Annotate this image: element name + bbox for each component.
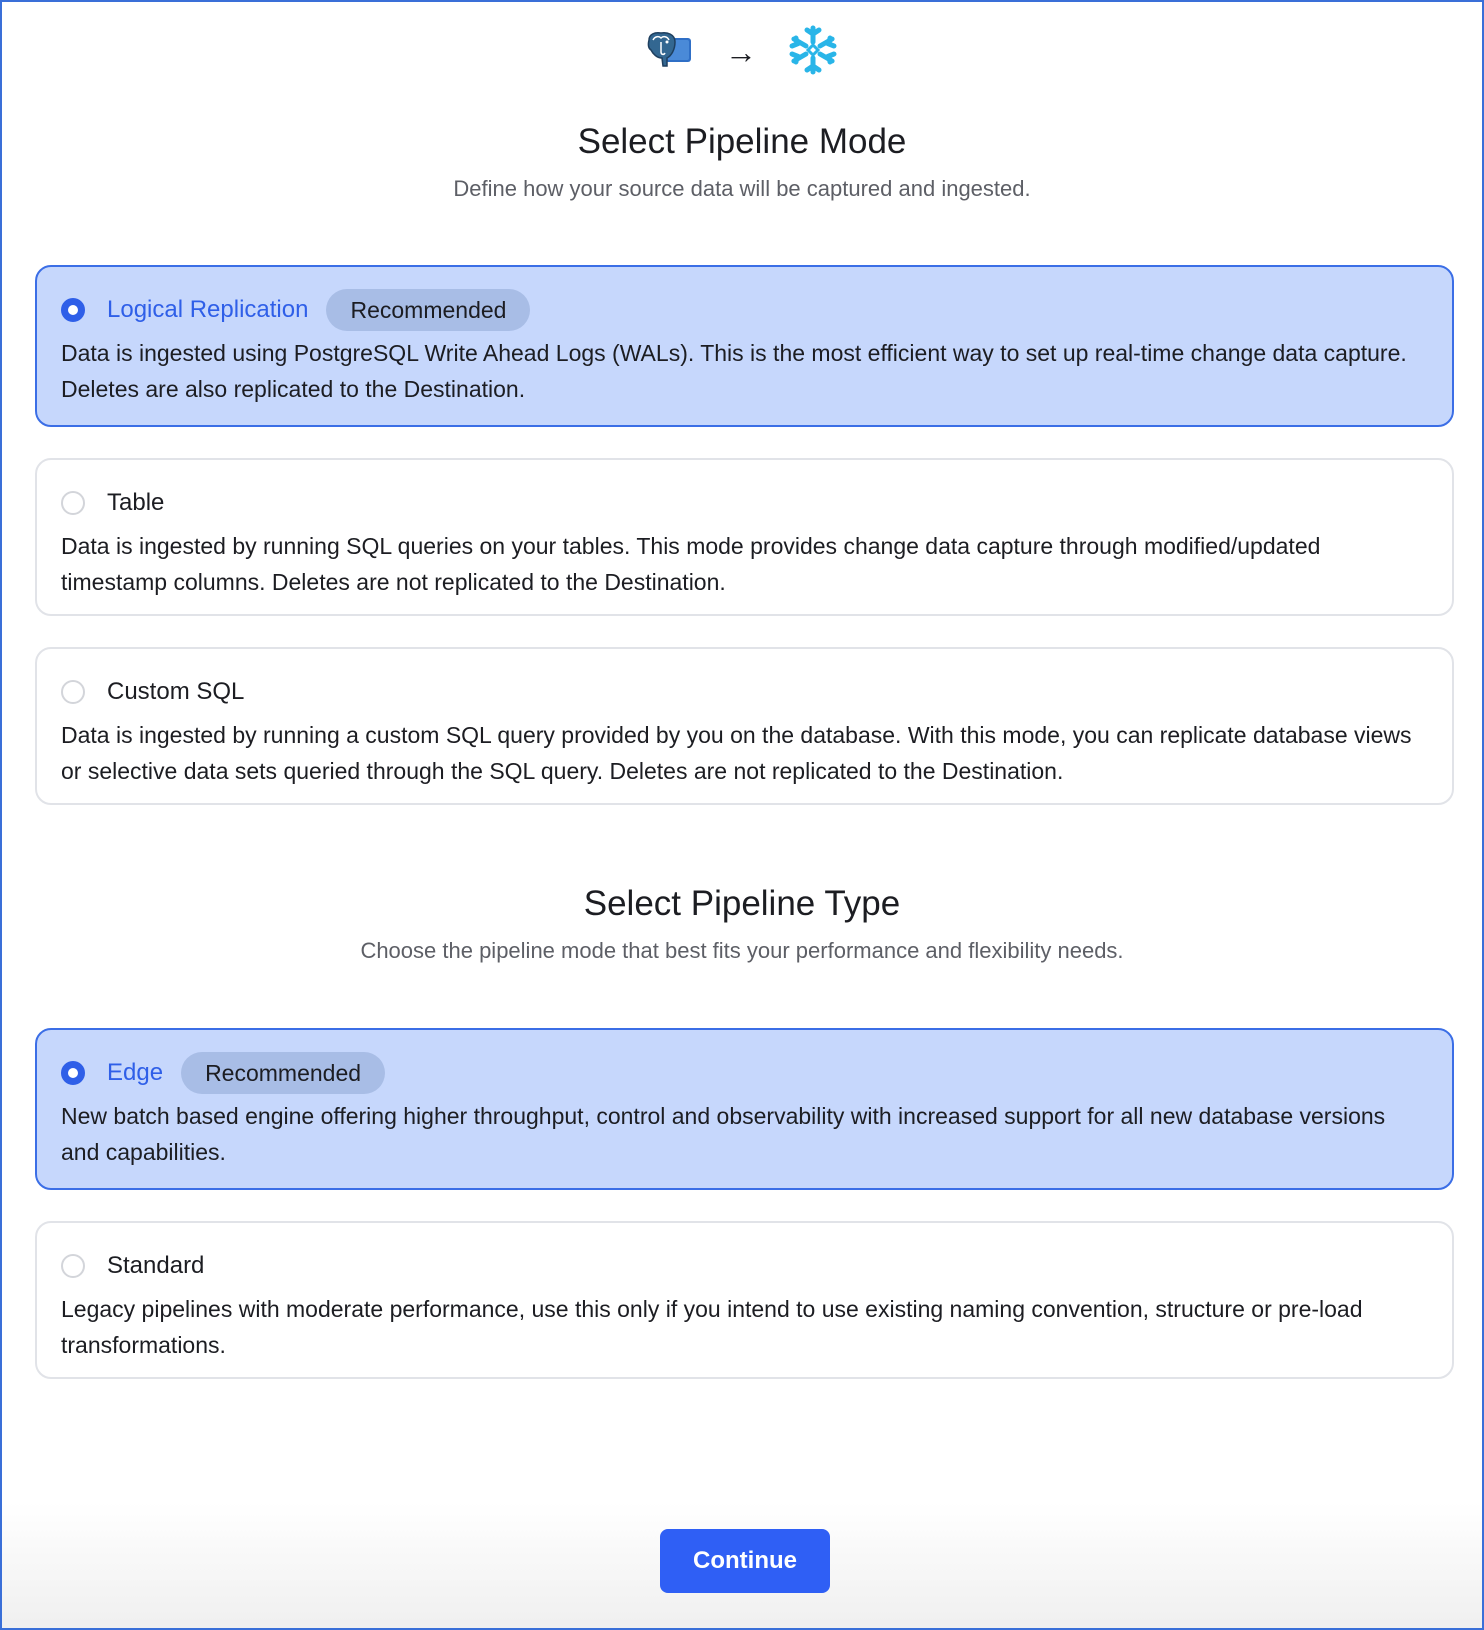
option-description: Data is ingested by running a custom SQL query provided by you on the database. With this mode, you can replicate database views or selective data sets queried through the SQL query. Deletes are not replicated to the Destination. — [61, 722, 1412, 784]
option-standard[interactable] — [35, 1221, 1454, 1379]
option-logical-replication[interactable] — [35, 265, 1454, 427]
radio-edge[interactable] — [61, 1061, 85, 1085]
postgresql-elephant-icon — [645, 30, 695, 75]
option-description: Data is ingested using PostgreSQL Write Ahead Logs (WALs). This is the most efficient way to set up real-time change data capture. Deletes are also replicated to the Destination. — [61, 340, 1407, 402]
pipeline-mode-subtitle: Define how your source data will be captured and ingested. — [453, 176, 1031, 201]
snowflake-icon — [787, 24, 839, 81]
radio-custom-sql[interactable] — [61, 680, 85, 704]
pipeline-type-subtitle: Choose the pipeline mode that best fits your performance and flexibility needs. — [360, 938, 1124, 963]
option-edge[interactable] — [35, 1028, 1454, 1190]
option-label: Table — [107, 489, 165, 516]
radio-logical-replication[interactable] — [61, 298, 85, 322]
option-label: Standard — [107, 1252, 205, 1279]
radio-table[interactable] — [61, 491, 85, 515]
radio-standard[interactable] — [61, 1254, 85, 1278]
connection-header — [2, 26, 1482, 78]
pipeline-mode-title: Select Pipeline Mode — [577, 122, 907, 161]
recommended-badge: Recommended — [181, 1052, 385, 1094]
arrow-right-icon: → — [725, 34, 757, 70]
option-description: New batch based engine offering higher throughput, control and observability with increased support for all new database versions and capabilities. — [61, 1103, 1386, 1165]
option-label: Edge — [107, 1059, 164, 1086]
option-description: Data is ingested by running SQL queries on your tables. This mode provides change data capture through modified/updated timestamp columns. Deletes are not replicated to the Destination. — [61, 533, 1321, 595]
option-label: Custom SQL — [107, 678, 245, 705]
recommended-badge: Recommended — [326, 289, 530, 331]
option-custom-sql[interactable] — [35, 647, 1454, 805]
option-description: Legacy pipelines with moderate performance, use this only if you intend to use existing naming convention, structure or pre-load transformations. — [61, 1296, 1363, 1358]
continue-button[interactable]: Continue — [660, 1529, 830, 1593]
option-label: Logical Replication — [107, 296, 309, 323]
pipeline-type-title: Select Pipeline Type — [583, 884, 901, 923]
option-table[interactable] — [35, 458, 1454, 616]
